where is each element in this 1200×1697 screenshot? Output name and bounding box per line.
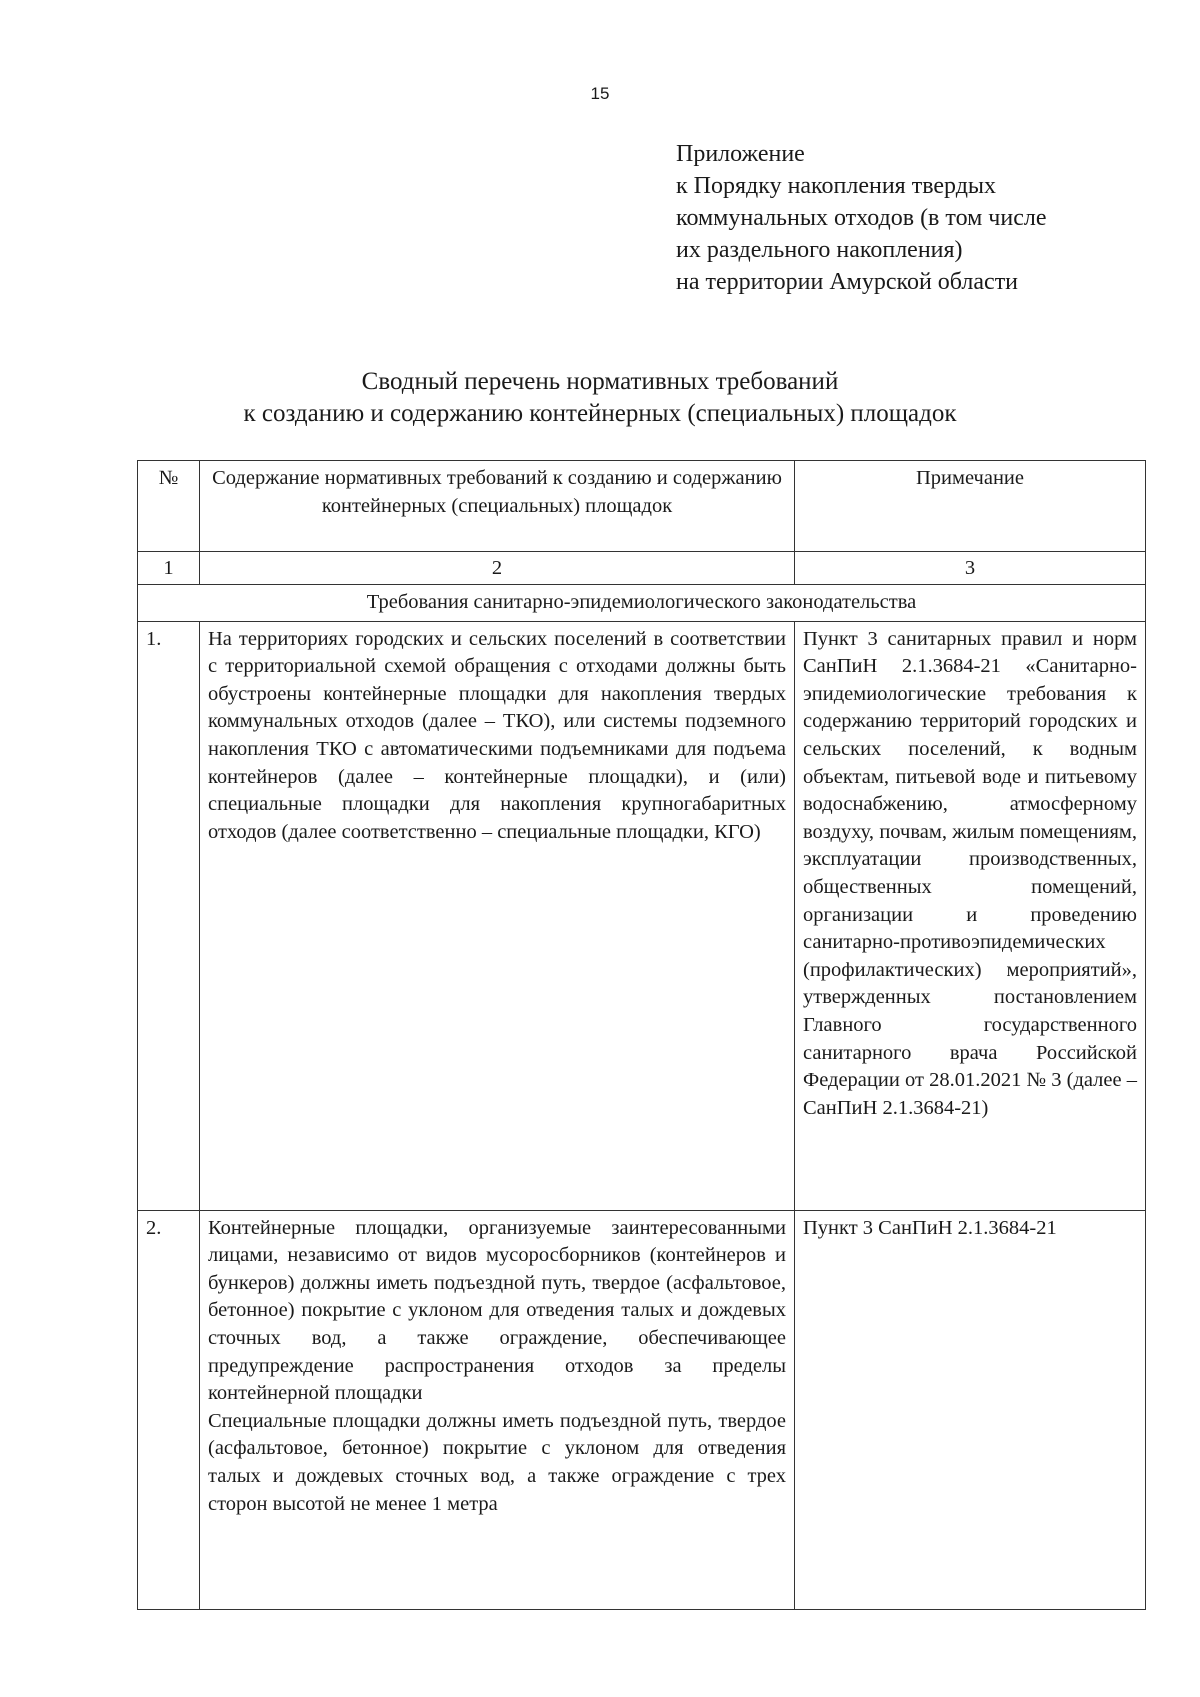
requirements-table bbox=[137, 460, 1146, 1610]
row-content-paragraph: Специальные площадки должны иметь подъездной путь, твердое (асфальтовое, бетонное) покрытие с уклоном для отведения талых и дождевых сточных вод, а также ограждение с трех сторон высотой не менее 1 метра bbox=[208, 1409, 786, 1515]
appendix-line: Приложение bbox=[676, 141, 805, 167]
column-number: 1 bbox=[138, 552, 200, 585]
header-number: № bbox=[138, 461, 200, 552]
table-row bbox=[138, 1210, 1146, 1609]
appendix-line: коммунальных отходов (в том числе bbox=[676, 205, 1047, 231]
row-number: 1. bbox=[138, 621, 200, 1210]
header-note: Примечание bbox=[795, 461, 1146, 552]
appendix-line: к Порядку накопления твердых bbox=[676, 173, 997, 199]
header-content: Содержание нормативных требований к созданию и содержанию контейнерных (специальных) площадок bbox=[200, 461, 795, 552]
section-row bbox=[138, 585, 1146, 622]
document-title-line-1: Сводный перечень нормативных требований bbox=[361, 368, 839, 395]
column-number: 3 bbox=[795, 552, 1146, 585]
section-title: Требования санитарно-эпидемиологического законодательства bbox=[138, 585, 1146, 622]
row-note: Пункт 3 санитарных правил и норм СанПиН 2.1.3684-21 «Санитарно-эпидемиологические требования к содержанию территорий городских и сельских поселений, к водным объектам, питьевой воде и питьевому водоснабжению, атмосферному воздуху, почвам, жилым помещениям, эксплуатации производственных, общественных помещений, организации и проведению санитарно-противоэпидемических (профилактических) мероприятий», утвержденных постановлением Главного государственного санитарного врача Российской Федерации от 28.01.2021 № 3 (далее – СанПиН 2.1.3684-21) bbox=[795, 621, 1146, 1210]
document-title bbox=[0, 366, 1200, 430]
column-number: 2 bbox=[200, 552, 795, 585]
row-content bbox=[200, 1210, 795, 1609]
table-row bbox=[138, 621, 1146, 1210]
appendix-line: их раздельного накопления) bbox=[676, 237, 963, 263]
row-content-paragraph: Контейнерные площадки, организуемые заинтересованными лицами, независимо от видов мусоросборников (контейнеров и бункеров) должны иметь подъездной путь, твердое (асфальтовое, бетонное) покрытие с уклоном для отведения талых и дождевых сточных вод, а также ограждение, обеспечивающее предупреждение распространения отходов за пределы контейнерной площадки bbox=[208, 1216, 786, 1405]
table-header-row bbox=[138, 461, 1146, 552]
row-note: Пункт 3 СанПиН 2.1.3684-21 bbox=[795, 1210, 1146, 1609]
appendix-line: на территории Амурской области bbox=[676, 269, 1019, 295]
row-number: 2. bbox=[138, 1210, 200, 1609]
column-number-row bbox=[138, 552, 1146, 585]
document-title-line-2: к созданию и содержанию контейнерных (специальных) площадок bbox=[243, 400, 957, 427]
appendix-heading bbox=[676, 138, 1047, 298]
row-content: На территориях городских и сельских поселений в соответствии с территориальной схемой обращения с отходами должны быть обустроены контейнерные площадки для накопления твердых коммунальных отходов (далее – ТКО), или системы подземного накопления ТКО с автоматическими подъемниками для подъема контейнеров (далее – контейнерные площадки), и (или) специальные площадки для накопления крупногабаритных отходов (далее соответственно – специальные площадки, КГО) bbox=[200, 621, 795, 1210]
page-number: 15 bbox=[590, 84, 610, 103]
